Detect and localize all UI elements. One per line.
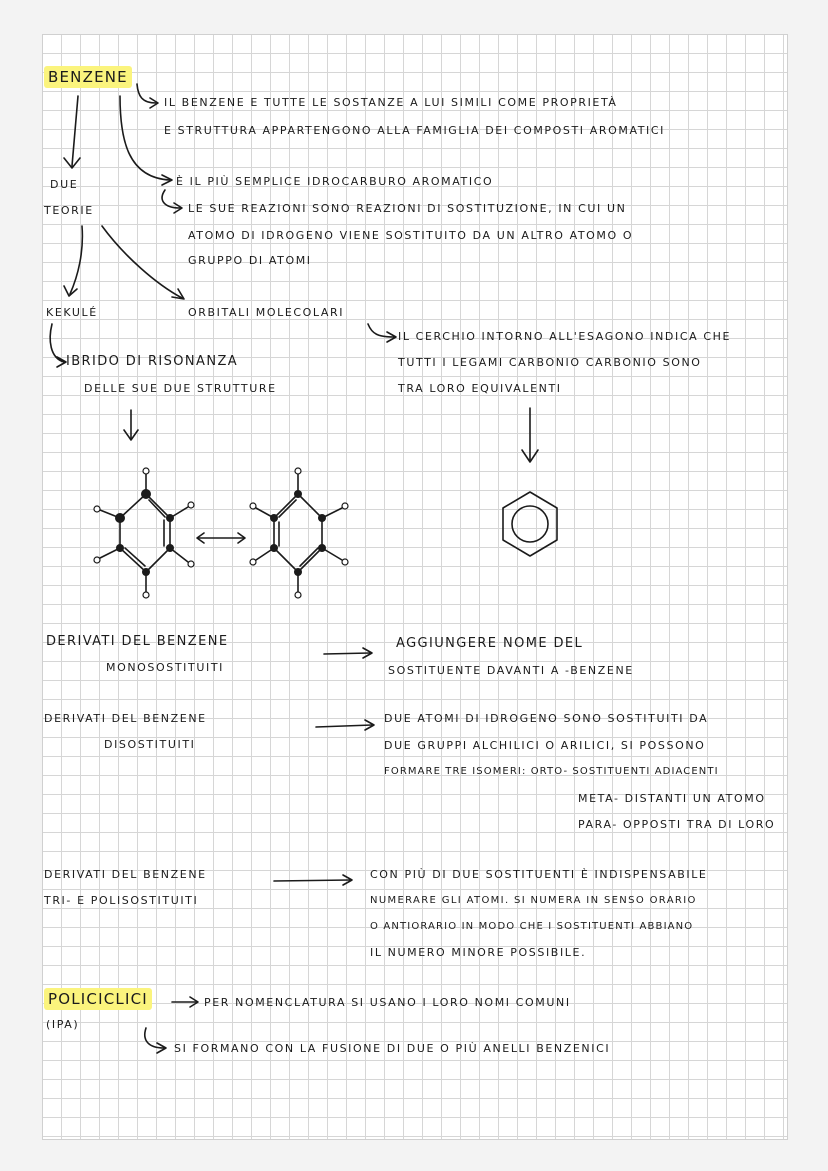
kekule-structure-1 xyxy=(94,468,194,598)
arrow-polycyclic-nomenclature xyxy=(172,997,198,1007)
mono-desc-line1: AGGIUNGERE NOME DEL xyxy=(396,636,584,651)
arrow-to-orbital-hexagon xyxy=(522,408,538,462)
arrow-to-molecular-orbitals xyxy=(102,226,184,299)
orbital-desc-line3: TRA LORO EQUIVALENTI xyxy=(398,382,562,395)
arrow-to-orbital-description xyxy=(368,324,396,342)
poly-derivatives-title-line1: DERIVATI DEL BENZENE xyxy=(44,868,207,881)
di-desc-line3: FORMARE TRE ISOMERI: ORTO- SOSTITUENTI ADIACENTI xyxy=(384,766,719,777)
arrow-to-reactions xyxy=(162,190,182,213)
arrow-poly-derivatives xyxy=(274,875,352,885)
arrow-di-derivatives xyxy=(316,720,374,730)
polycyclic-title: POLICICLICI xyxy=(44,988,152,1010)
two-theories-label-line2: TEORIE xyxy=(44,204,94,217)
benzene-hexagon-with-circle xyxy=(503,492,557,556)
reactions-line2: ATOMO DI IDROGENO VIENE SOSTITUITO DA UN ALTRO ATOMO O xyxy=(188,229,634,242)
kekule-desc-line1: IBRIDO DI RISONANZA xyxy=(66,354,239,369)
orbital-desc-line1: IL CERCHIO INTORNO ALL'ESAGONO INDICA CHE xyxy=(398,330,732,343)
reactions-line1: LE SUE REAZIONI SONO REAZIONI DI SOSTITUZIONE, IN CUI UN xyxy=(188,202,627,215)
di-derivatives-title-line1: DERIVATI DEL BENZENE xyxy=(44,712,207,725)
polycyclic-formation: SI FORMANO CON LA FUSIONE DI DUE O PIÙ ANELLI BENZENICI xyxy=(174,1042,611,1055)
simplest-hydrocarbon-note: È IL PIÙ SEMPLICE IDROCARBURO AROMATICO xyxy=(176,175,494,188)
arrow-to-aromatic-definition xyxy=(137,84,158,108)
reactions-line3: GRUPPO DI ATOMI xyxy=(188,254,312,267)
arrow-mono-derivatives xyxy=(324,648,372,658)
resonance-arrow xyxy=(197,533,245,543)
arrow-to-theories xyxy=(64,96,80,168)
aromatic-definition-line2: E STRUTTURA APPARTENGONO ALLA FAMIGLIA DEI COMPOSTI AROMATICI xyxy=(164,124,666,137)
di-derivatives-title-line2: DISOSTITUITI xyxy=(104,738,196,751)
arrow-polycyclic-formation xyxy=(145,1028,166,1053)
poly-desc-line1: CON PIÙ DI DUE SOSTITUENTI È INDISPENSABILE xyxy=(370,868,708,881)
orbital-desc-line2: TUTTI I LEGAMI CARBONIO CARBONIO SONO xyxy=(398,356,702,369)
arrow-to-simplest-hydrocarbon xyxy=(120,96,172,185)
kekule-desc-line2: DELLE SUE DUE STRUTTURE xyxy=(84,382,277,395)
mono-desc-line2: SOSTITUENTE DAVANTI A -BENZENE xyxy=(388,664,634,677)
polycyclic-abbreviation: (IPA) xyxy=(46,1018,80,1031)
polycyclic-nomenclature: PER NOMENCLATURA SI USANO I LORO NOMI COMUNI xyxy=(204,996,571,1009)
kekule-label: KEKULÉ xyxy=(46,306,98,319)
di-desc-line2: DUE GRUPPI ALCHILICI O ARILICI, SI POSSONO xyxy=(384,739,706,752)
mono-derivatives-title-line1: DERIVATI DEL BENZENE xyxy=(46,634,229,649)
meta-isomer-note: META- DISTANTI UN ATOMO xyxy=(578,792,766,805)
arrow-to-kekule-structures xyxy=(124,410,138,440)
di-desc-line1: DUE ATOMI DI IDROGENO SONO SOSTITUITI DA xyxy=(384,712,709,725)
poly-desc-line2: NUMERARE GLI ATOMI. SI NUMERA IN SENSO ORARIO xyxy=(370,895,697,906)
arrow-to-kekule xyxy=(64,226,82,296)
aromatic-definition-line1: IL BENZENE E TUTTE LE SOSTANZE A LUI SIMILI COME PROPRIETÀ xyxy=(164,96,618,109)
poly-desc-line3: O ANTIORARIO IN MODO CHE I SOSTITUENTI ABBIANO xyxy=(370,921,694,932)
kekule-structure-2 xyxy=(250,468,348,598)
poly-derivatives-title-line2: TRI- E POLISOSTITUITI xyxy=(44,894,199,907)
para-isomer-note: PARA- OPPOSTI TRA DI LORO xyxy=(578,818,776,831)
poly-desc-line4: IL NUMERO MINORE POSSIBILE. xyxy=(370,946,587,959)
two-theories-label-line1: DUE xyxy=(50,178,79,191)
molecular-orbitals-label: ORBITALI MOLECOLARI xyxy=(188,306,345,319)
mono-derivatives-title-line2: MONOSOSTITUITI xyxy=(106,661,224,674)
benzene-title: BENZENE xyxy=(44,66,132,88)
arrow-to-resonance-hybrid xyxy=(50,324,66,367)
